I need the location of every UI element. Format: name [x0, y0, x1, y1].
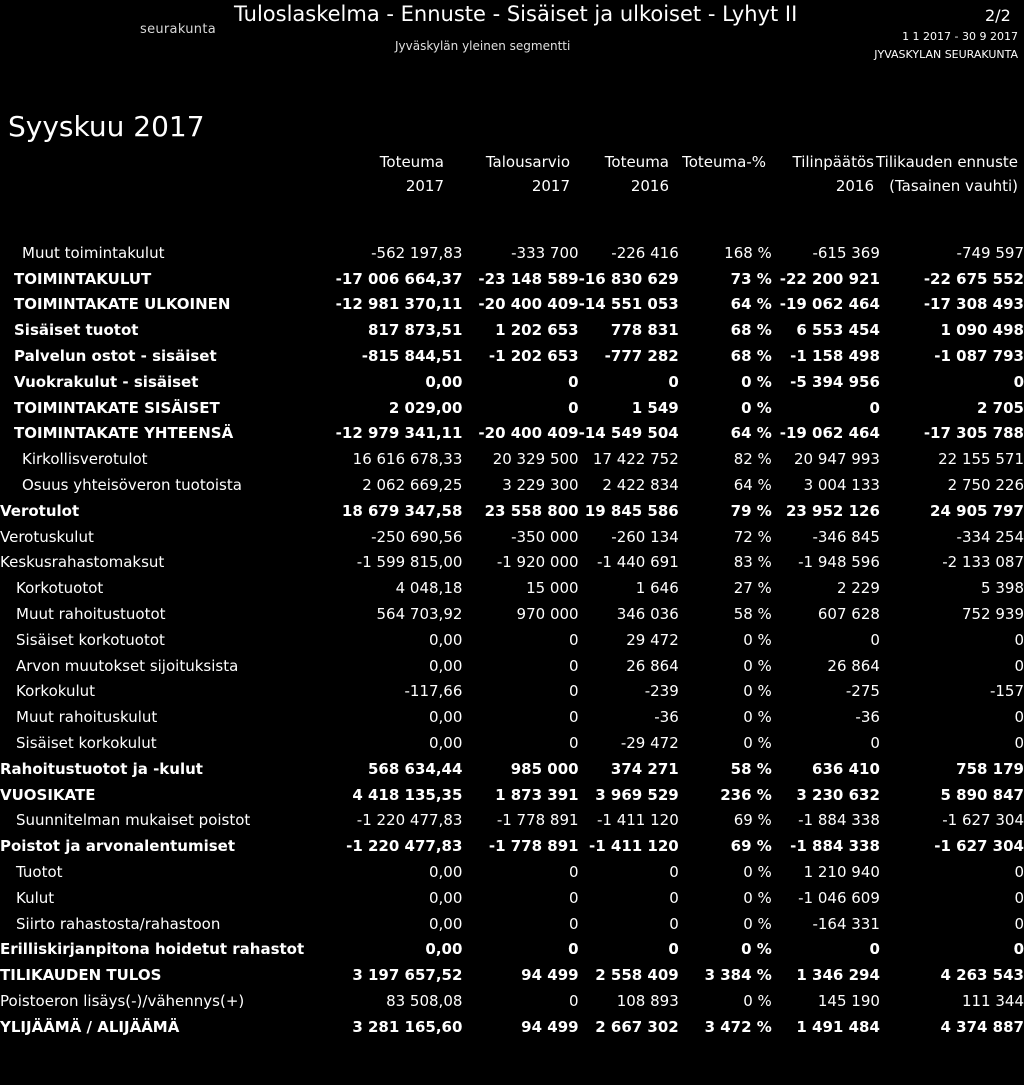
table-row — [0, 369, 1024, 395]
cell-tilikauden-ennuste: -17 308 493 — [923, 295, 1024, 314]
row-label: Rahoitustuotot ja -kulut — [0, 759, 203, 778]
row-label: TILIKAUDEN TULOS — [0, 966, 162, 985]
cell-toteuma-2017: 0,00 — [429, 708, 463, 727]
cell-tilikauden-ennuste: 752 939 — [961, 605, 1024, 624]
cell-toteuma-2017: -1 220 477,83 — [356, 811, 463, 830]
report-subtitle: Jyväskylän yleinen segmentti — [395, 39, 571, 53]
row-label: Tuotot — [16, 863, 63, 882]
cell-talousarvio-2017: -20 400 409 — [478, 295, 579, 314]
cell-toteuma-2016: 19 845 586 — [584, 501, 679, 520]
cell-tilinpaatos-2016: -1 884 338 — [790, 837, 880, 856]
cell-toteuma-2017: 817 873,51 — [367, 321, 463, 340]
cell-tilikauden-ennuste: 0 — [1014, 914, 1024, 933]
column-header-line1: Tilinpäätös — [792, 153, 874, 171]
cell-toteuma-pct: 83 % — [733, 553, 772, 572]
table-row — [0, 679, 1024, 705]
cell-talousarvio-2017: 94 499 — [521, 1017, 579, 1036]
cell-talousarvio-2017: 0 — [568, 372, 579, 391]
cell-toteuma-2016: -260 134 — [611, 527, 679, 546]
cell-toteuma-2016: 1 549 — [631, 398, 679, 417]
cell-toteuma-pct: 69 % — [733, 811, 772, 830]
table-row — [0, 575, 1024, 601]
table-row — [0, 653, 1024, 679]
cell-toteuma-2017: 0,00 — [429, 630, 463, 649]
cell-toteuma-2017: 0,00 — [429, 734, 463, 753]
cell-toteuma-2017: -1 599 815,00 — [356, 553, 463, 572]
cell-toteuma-2016: -226 416 — [611, 243, 679, 262]
cell-talousarvio-2017: 20 329 500 — [492, 450, 579, 469]
cell-talousarvio-2017: 0 — [569, 863, 579, 882]
cell-talousarvio-2017: 0 — [568, 398, 579, 417]
cell-toteuma-2017: -815 844,51 — [361, 347, 463, 366]
cell-toteuma-2016: 1 646 — [635, 579, 679, 598]
cell-toteuma-2016: -1 411 120 — [589, 837, 679, 856]
entity-name: JYVASKYLAN SEURAKUNTA — [874, 48, 1018, 61]
cell-toteuma-pct: 168 % — [724, 243, 772, 262]
cell-tilikauden-ennuste: -157 — [989, 682, 1024, 701]
cell-toteuma-2016: -36 — [654, 708, 679, 727]
cell-toteuma-2017: -250 690,56 — [371, 527, 463, 546]
report-period: 1 1 2017 - 30 9 2017 — [902, 30, 1018, 43]
cell-tilikauden-ennuste: 0 — [1014, 888, 1024, 907]
cell-toteuma-2017: 83 508,08 — [386, 992, 463, 1010]
table-row — [0, 524, 1024, 550]
cell-tilikauden-ennuste: -1 087 793 — [934, 347, 1024, 366]
cell-tilikauden-ennuste: 22 155 571 — [938, 450, 1024, 469]
row-label: VUOSIKATE — [0, 785, 96, 804]
cell-tilinpaatos-2016: 636 410 — [812, 759, 880, 778]
cell-toteuma-pct: 82 % — [733, 450, 772, 469]
table-row — [0, 859, 1024, 885]
cell-toteuma-2017: 0,00 — [429, 914, 463, 933]
row-label: Verotulot — [0, 501, 80, 520]
cell-talousarvio-2017: 0 — [569, 656, 579, 675]
cell-toteuma-2016: 108 893 — [616, 992, 679, 1010]
cell-tilinpaatos-2016: -22 200 921 — [779, 269, 880, 288]
row-label: Muut toimintakulut — [22, 243, 165, 262]
column-header-line1: Toteuma — [604, 153, 669, 171]
cell-toteuma-2016: 2 558 409 — [595, 966, 679, 985]
cell-tilikauden-ennuste: 2 750 226 — [947, 476, 1024, 495]
cell-toteuma-2017: 568 634,44 — [367, 759, 463, 778]
cell-toteuma-pct: 64 % — [730, 424, 772, 443]
cell-talousarvio-2017: -23 148 589 — [478, 269, 579, 288]
cell-talousarvio-2017: 0 — [569, 914, 579, 933]
cell-toteuma-pct: 79 % — [730, 501, 772, 520]
cell-toteuma-2016: -14 549 504 — [578, 424, 679, 443]
cell-toteuma-2017: 0,00 — [429, 656, 463, 675]
cell-toteuma-pct: 236 % — [720, 785, 772, 804]
cell-toteuma-2017: 16 616 678,33 — [352, 450, 463, 469]
cell-toteuma-pct: 64 % — [730, 295, 772, 314]
cell-tilikauden-ennuste: -22 675 552 — [923, 269, 1024, 288]
cell-talousarvio-2017: 0 — [569, 682, 579, 701]
cell-tilinpaatos-2016: -36 — [855, 708, 880, 727]
cell-toteuma-pct: 0 % — [743, 863, 772, 882]
table-row — [0, 756, 1024, 782]
cell-toteuma-pct: 0 % — [741, 372, 772, 391]
cell-toteuma-2017: 0,00 — [429, 863, 463, 882]
cell-tilinpaatos-2016: 1 210 940 — [803, 863, 880, 882]
cell-tilinpaatos-2016: -1 948 596 — [798, 553, 880, 572]
income-statement-body — [0, 240, 1024, 1040]
cell-toteuma-2016: 0 — [669, 914, 679, 933]
column-header-line2: (Tasainen vauhti) — [889, 177, 1018, 195]
cell-tilinpaatos-2016: -346 845 — [812, 527, 880, 546]
cell-talousarvio-2017: -1 920 000 — [496, 553, 579, 572]
table-row — [0, 962, 1024, 988]
cell-toteuma-pct: 64 % — [733, 476, 772, 495]
cell-toteuma-2016: 29 472 — [626, 630, 679, 649]
table-row — [0, 1014, 1024, 1040]
row-label: Keskusrahastomaksut — [0, 553, 165, 572]
row-label: Palvelun ostot - sisäiset — [14, 347, 217, 366]
cell-toteuma-2017: -12 981 370,11 — [335, 295, 463, 314]
cell-toteuma-pct: 0 % — [743, 734, 772, 753]
cell-talousarvio-2017: 970 000 — [516, 605, 579, 624]
cell-toteuma-2016: -14 551 053 — [578, 295, 679, 314]
cell-toteuma-2017: 564 703,92 — [376, 605, 463, 624]
row-label: Kulut — [16, 888, 55, 907]
cell-toteuma-pct: 0 % — [743, 630, 772, 649]
row-label: Osuus yhteisöveron tuotoista — [22, 476, 242, 495]
row-label: TOIMINTAKATE YHTEENSÄ — [14, 424, 234, 443]
cell-toteuma-pct: 68 % — [730, 347, 772, 366]
cell-toteuma-pct: 58 % — [730, 759, 772, 778]
cell-tilinpaatos-2016: 0 — [869, 398, 880, 417]
cell-talousarvio-2017: 0 — [569, 708, 579, 727]
cell-talousarvio-2017: 15 000 — [526, 579, 579, 598]
column-header-tilinpaatos-2016 — [793, 150, 875, 198]
cell-tilikauden-ennuste: 5 398 — [981, 579, 1024, 598]
column-header-line2: 2016 — [835, 177, 874, 195]
row-label: Sisäiset korkokulut — [16, 734, 157, 753]
cell-toteuma-2016: 374 271 — [610, 759, 679, 778]
month-heading: Syyskuu 2017 — [8, 110, 205, 143]
column-header-line2: 2016 — [630, 177, 669, 195]
cell-toteuma-2016: 0 — [669, 888, 679, 907]
cell-tilinpaatos-2016: 2 229 — [836, 579, 880, 598]
row-label: TOIMINTAKULUT — [14, 269, 152, 288]
row-label: Sisäiset tuotot — [14, 321, 139, 340]
cell-talousarvio-2017: 0 — [569, 734, 579, 753]
column-header-line1: Toteuma — [379, 153, 444, 171]
table-row — [0, 421, 1024, 447]
cell-tilinpaatos-2016: 26 864 — [827, 656, 880, 675]
column-header-line1: Talousarvio — [485, 153, 570, 171]
table-row — [0, 627, 1024, 653]
row-label: Erilliskirjanpitona hoidetut rahastot — [0, 940, 305, 959]
cell-toteuma-pct: 69 % — [730, 837, 772, 856]
table-row — [0, 988, 1024, 1014]
cell-toteuma-pct: 0 % — [743, 992, 772, 1010]
cell-toteuma-2016: 3 969 529 — [595, 785, 679, 804]
row-label: Suunnitelman mukaiset poistot — [16, 811, 251, 830]
cell-tilikauden-ennuste: 0 — [1014, 863, 1024, 882]
cell-toteuma-2016: 17 422 752 — [592, 450, 679, 469]
cell-toteuma-2016: 0 — [668, 940, 679, 959]
table-row — [0, 240, 1024, 266]
table-row — [0, 601, 1024, 627]
row-label: Vuokrakulut - sisäiset — [14, 372, 199, 391]
table-row — [0, 730, 1024, 756]
cell-tilinpaatos-2016: 6 553 454 — [796, 321, 880, 340]
cell-toteuma-2017: -117,66 — [404, 682, 463, 701]
cell-toteuma-pct: 0 % — [743, 656, 772, 675]
table-row — [0, 317, 1024, 343]
cell-talousarvio-2017: 0 — [568, 940, 579, 959]
cell-talousarvio-2017: 1 873 391 — [495, 785, 579, 804]
row-label: Muut rahoitustuotot — [16, 605, 166, 624]
row-label: Korkokulut — [16, 682, 96, 701]
cell-toteuma-2017: 0,00 — [429, 888, 463, 907]
cell-toteuma-pct: 3 384 % — [704, 966, 772, 985]
column-header-line2: 2017 — [405, 177, 444, 195]
cell-tilinpaatos-2016: 1 491 484 — [796, 1017, 880, 1036]
cell-toteuma-2016: -777 282 — [604, 347, 679, 366]
cell-tilikauden-ennuste: -1 627 304 — [942, 811, 1024, 830]
cell-tilikauden-ennuste: -1 627 304 — [934, 837, 1024, 856]
cell-tilikauden-ennuste: 111 344 — [961, 992, 1024, 1010]
cell-toteuma-pct: 0 % — [743, 682, 772, 701]
table-row — [0, 266, 1024, 292]
column-header-tilikauden-ennuste — [876, 150, 1018, 198]
cell-tilinpaatos-2016: -1 158 498 — [790, 347, 880, 366]
cell-tilikauden-ennuste: 0 — [1014, 656, 1024, 675]
cell-talousarvio-2017: 985 000 — [510, 759, 579, 778]
cell-toteuma-pct: 3 472 % — [704, 1017, 772, 1036]
column-header-line2: 2017 — [531, 177, 570, 195]
column-header-line1: Toteuma-% — [682, 153, 766, 171]
cell-toteuma-2017: -1 220 477,83 — [346, 837, 463, 856]
table-row — [0, 395, 1024, 421]
cell-toteuma-2017: 4 418 135,35 — [352, 785, 463, 804]
table-row — [0, 446, 1024, 472]
cell-toteuma-pct: 72 % — [733, 527, 772, 546]
table-row — [0, 704, 1024, 730]
cell-talousarvio-2017: -333 700 — [511, 243, 579, 262]
row-label: Poistot ja arvonalentumiset — [0, 837, 236, 856]
cell-tilinpaatos-2016: -164 331 — [812, 914, 880, 933]
row-label: YLIJÄÄMÄ / ALIJÄÄMÄ — [0, 1017, 180, 1036]
cell-talousarvio-2017: 23 558 800 — [484, 501, 579, 520]
cell-toteuma-pct: 0 % — [743, 708, 772, 727]
cell-tilikauden-ennuste: 4 374 887 — [940, 1017, 1024, 1036]
cell-tilikauden-ennuste: -17 305 788 — [923, 424, 1024, 443]
cell-tilikauden-ennuste: 5 890 847 — [940, 785, 1024, 804]
cell-tilikauden-ennuste: -749 597 — [956, 243, 1024, 262]
cell-toteuma-2017: -17 006 664,37 — [335, 269, 463, 288]
row-label: Korkotuotot — [16, 579, 104, 598]
cell-tilikauden-ennuste: 0 — [1014, 708, 1024, 727]
cell-toteuma-2017: 0,00 — [425, 372, 463, 391]
cell-toteuma-2016: -1 411 120 — [596, 811, 679, 830]
cell-tilinpaatos-2016: -5 394 956 — [790, 372, 880, 391]
cell-tilinpaatos-2016: -615 369 — [812, 243, 880, 262]
cell-tilikauden-ennuste: 0 — [1013, 372, 1024, 391]
cell-toteuma-2016: 0 — [669, 863, 679, 882]
cell-tilinpaatos-2016: 0 — [870, 630, 880, 649]
cell-tilikauden-ennuste: 758 179 — [956, 759, 1024, 778]
cell-toteuma-2016: 2 422 834 — [602, 476, 679, 495]
cell-talousarvio-2017: -350 000 — [511, 527, 579, 546]
cell-tilinpaatos-2016: 3 230 632 — [796, 785, 880, 804]
cell-tilinpaatos-2016: -19 062 464 — [779, 295, 880, 314]
cell-toteuma-2016: -239 — [644, 682, 679, 701]
cell-tilinpaatos-2016: 0 — [870, 734, 880, 753]
cell-tilikauden-ennuste: 0 — [1014, 630, 1024, 649]
row-label: Arvon muutokset sijoituksista — [16, 656, 239, 675]
cell-talousarvio-2017: 0 — [569, 888, 579, 907]
cell-tilikauden-ennuste: 4 263 543 — [940, 966, 1024, 985]
column-header-toteuma-pct — [682, 150, 766, 174]
row-label: Kirkollisverotulot — [22, 450, 148, 469]
cell-talousarvio-2017: 1 202 653 — [495, 321, 579, 340]
cell-tilikauden-ennuste: 2 705 — [977, 398, 1024, 417]
row-label: TOIMINTAKATE ULKOINEN — [14, 295, 231, 314]
cell-toteuma-pct: 0 % — [741, 940, 772, 959]
cell-tilikauden-ennuste: 0 — [1013, 940, 1024, 959]
cell-tilinpaatos-2016: 20 947 993 — [794, 450, 880, 469]
cell-tilikauden-ennuste: 1 090 498 — [940, 321, 1024, 340]
table-row — [0, 498, 1024, 524]
cell-tilinpaatos-2016: 145 190 — [817, 992, 880, 1010]
row-label: Poistoeron lisäys(-)/vähennys(+) — [0, 992, 245, 1010]
cell-toteuma-pct: 58 % — [733, 605, 772, 624]
cell-toteuma-2016: 26 864 — [626, 656, 679, 675]
organization-label: seurakunta — [140, 22, 216, 37]
cell-tilinpaatos-2016: 3 004 133 — [803, 476, 880, 495]
table-row — [0, 550, 1024, 576]
cell-toteuma-2016: -29 472 — [620, 734, 679, 753]
cell-toteuma-pct: 0 % — [743, 914, 772, 933]
cell-talousarvio-2017: 94 499 — [521, 966, 579, 985]
cell-toteuma-2017: 18 679 347,58 — [341, 501, 463, 520]
cell-toteuma-pct: 0 % — [741, 398, 772, 417]
cell-toteuma-pct: 73 % — [730, 269, 772, 288]
column-header-toteuma-2017 — [380, 150, 444, 198]
cell-toteuma-2016: 2 667 302 — [595, 1017, 679, 1036]
cell-talousarvio-2017: -1 202 653 — [488, 347, 579, 366]
table-row — [0, 885, 1024, 911]
cell-toteuma-2017: 3 281 165,60 — [352, 1017, 463, 1036]
cell-tilinpaatos-2016: -1 884 338 — [798, 811, 880, 830]
income-statement-table — [0, 240, 1024, 1040]
table-row — [0, 833, 1024, 859]
row-label: Sisäiset korkotuotot — [16, 630, 165, 649]
column-header-talousarvio-2017 — [486, 150, 570, 198]
cell-talousarvio-2017: -1 778 891 — [496, 811, 579, 830]
page-number: 2/2 — [985, 6, 1011, 25]
cell-talousarvio-2017: 3 229 300 — [502, 476, 579, 495]
cell-talousarvio-2017: -1 778 891 — [488, 837, 579, 856]
cell-tilinpaatos-2016: 23 952 126 — [785, 501, 880, 520]
cell-toteuma-2017: 4 048,18 — [395, 579, 463, 598]
cell-toteuma-2017: 2 029,00 — [388, 398, 463, 417]
table-row — [0, 808, 1024, 834]
table-row — [0, 911, 1024, 937]
cell-tilinpaatos-2016: -1 046 609 — [798, 888, 880, 907]
cell-toteuma-2016: 0 — [668, 372, 679, 391]
cell-tilikauden-ennuste: -2 133 087 — [942, 553, 1024, 572]
cell-toteuma-2016: -16 830 629 — [578, 269, 679, 288]
cell-talousarvio-2017: -20 400 409 — [478, 424, 579, 443]
cell-talousarvio-2017: 0 — [569, 992, 579, 1010]
row-label: Muut rahoituskulut — [16, 708, 158, 727]
cell-tilikauden-ennuste: 0 — [1014, 734, 1024, 753]
table-row — [0, 472, 1024, 498]
cell-toteuma-2017: -562 197,83 — [371, 243, 463, 262]
row-label: TOIMINTAKATE SISÄISET — [14, 398, 220, 417]
table-row — [0, 937, 1024, 963]
cell-tilikauden-ennuste: 24 905 797 — [930, 501, 1024, 520]
cell-tilinpaatos-2016: 1 346 294 — [796, 966, 880, 985]
cell-talousarvio-2017: 0 — [569, 630, 579, 649]
report-title: Tuloslaskelma - Ennuste - Sisäiset ja ulkoiset - Lyhyt II — [234, 2, 798, 26]
cell-toteuma-pct: 0 % — [743, 888, 772, 907]
cell-toteuma-2017: 3 197 657,52 — [352, 966, 463, 985]
cell-toteuma-pct: 68 % — [730, 321, 772, 340]
row-label: Siirto rahastosta/rahastoon — [16, 914, 221, 933]
cell-tilinpaatos-2016: 0 — [869, 940, 880, 959]
table-row — [0, 782, 1024, 808]
cell-toteuma-2017: 2 062 669,25 — [362, 476, 463, 495]
cell-toteuma-pct: 27 % — [733, 579, 772, 598]
cell-toteuma-2017: 0,00 — [425, 940, 463, 959]
cell-tilikauden-ennuste: -334 254 — [956, 527, 1024, 546]
table-row — [0, 292, 1024, 318]
row-label: Verotuskulut — [0, 527, 94, 546]
cell-toteuma-2016: 346 036 — [616, 605, 679, 624]
cell-toteuma-2017: -12 979 341,11 — [335, 424, 463, 443]
table-row — [0, 343, 1024, 369]
cell-tilinpaatos-2016: 607 628 — [817, 605, 880, 624]
column-header-toteuma-2016 — [605, 150, 669, 198]
cell-tilinpaatos-2016: -19 062 464 — [779, 424, 880, 443]
cell-toteuma-2016: -1 440 691 — [596, 553, 679, 572]
cell-tilinpaatos-2016: -275 — [845, 682, 880, 701]
column-header-line1: Tilikauden ennuste — [875, 153, 1018, 171]
cell-toteuma-2016: 778 831 — [610, 321, 679, 340]
